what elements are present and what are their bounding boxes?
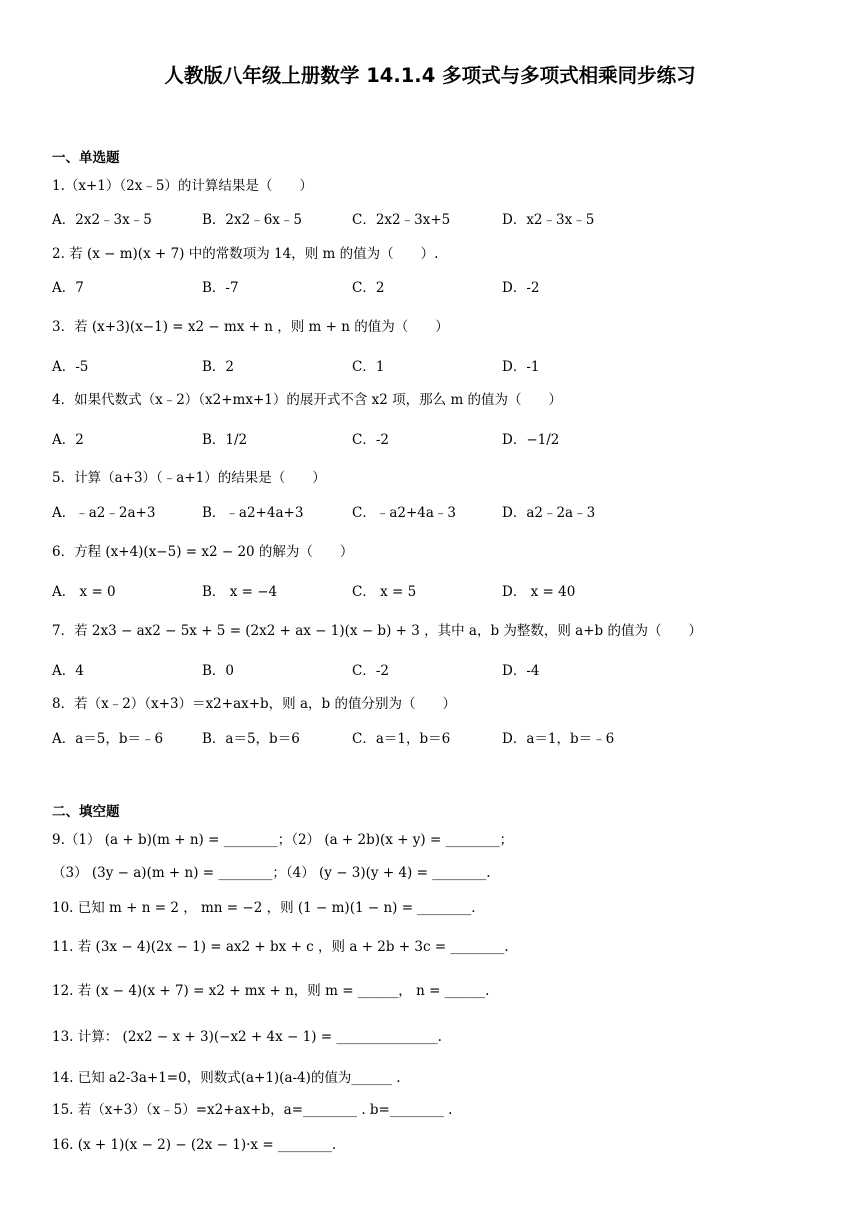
q6-option-c: C． x = 5 — [352, 584, 417, 600]
section-heading-single-choice: 一、单选题 — [52, 150, 120, 166]
q6-option-b: B． x = −4 — [202, 584, 278, 600]
q4-option-b: B．1/2 — [202, 432, 248, 448]
q1-option-b: B．2x2﹣6x﹣5 — [202, 212, 303, 228]
question-8: 8．若（x﹣2）（x+3）＝x2+ax+b，则 a，b 的值分别为（ ） — [52, 696, 456, 712]
q2-option-c: C．2 — [352, 280, 385, 296]
question-1: 1.（x+1）（2x﹣5）的计算结果是（ ） — [52, 178, 313, 194]
q8-option-c: C．a＝1，b＝6 — [352, 731, 451, 747]
q8-option-b: B．a＝5，b＝6 — [202, 731, 300, 747]
q1-option-d: D．x2﹣3x﹣5 — [502, 212, 595, 228]
q1-option-a: A．2x2﹣3x﹣5 — [52, 212, 152, 228]
q8-option-d: D．a＝1，b＝﹣6 — [502, 731, 615, 747]
q5-option-d: D．a2﹣2a﹣3 — [502, 505, 596, 521]
question-11: 11. 若 (3x − 4)(2x − 1) = ax2 + bx + c ，则 a + 2b + 3c = ________. — [52, 939, 509, 955]
question-3: 3．若 (x+3)(x−1) = x2 − mx + n ，则 m + n 的值为（ ） — [52, 319, 449, 335]
q5-option-b: B．﹣a2+4a+3 — [202, 505, 304, 521]
question-13: 13. 计算： (2x2 − x + 3)(−x2 + 4x − 1) = _______________. — [52, 1029, 442, 1045]
q2-option-a: A．7 — [52, 280, 84, 296]
q5-option-a: A．﹣a2﹣2a+3 — [52, 505, 156, 521]
question-2: 2. 若 (x − m)(x + 7) 中的常数项为 14，则 m 的值为（ ）. — [52, 246, 439, 262]
q2-option-d: D．-2 — [502, 280, 540, 296]
q3-option-b: B．2 — [202, 359, 235, 375]
q4-option-a: A．2 — [52, 432, 84, 448]
q6-option-d: D． x = 40 — [502, 584, 576, 600]
q3-option-c: C．1 — [352, 359, 385, 375]
question-14: 14. 已知 a2-3a+1=0，则数式(a+1)(a-4)的值为______ . — [52, 1070, 401, 1086]
question-9-part-1-2: 9.（1） (a + b)(m + n) = ________；（2） (a + 2b)(x + y) = ________； — [52, 832, 514, 848]
section-heading-fill-blank: 二、填空题 — [52, 804, 120, 820]
q4-option-d: D．−1/2 — [502, 432, 560, 448]
q7-option-d: D．-4 — [502, 663, 540, 679]
q7-option-a: A．4 — [52, 663, 84, 679]
q4-option-c: C．-2 — [352, 432, 389, 448]
q3-option-d: D．-1 — [502, 359, 540, 375]
q1-option-c: C．2x2﹣3x+5 — [352, 212, 451, 228]
q3-option-a: A．-5 — [52, 359, 89, 375]
q5-option-c: C．﹣a2+4a﹣3 — [352, 505, 457, 521]
q6-option-a: A． x = 0 — [52, 584, 116, 600]
question-5: 5．计算（a+3）（﹣a+1）的结果是（ ） — [52, 470, 326, 486]
q7-option-b: B．0 — [202, 663, 235, 679]
question-10: 10. 已知 m + n = 2 ， mn = −2 ，则 (1 − m)(1 − n) = ________. — [52, 900, 476, 916]
question-7: 7．若 2x3 − ax2 − 5x + 5 = (2x2 + ax − 1)(x − b) + 3 ，其中 a，b 为整数，则 a+b 的值为（ ） — [52, 623, 702, 639]
q7-option-c: C．-2 — [352, 663, 389, 679]
q2-option-b: B．-7 — [202, 280, 239, 296]
question-9-part-3-4: （3） (3y − a)(m + n) = ________；（4） (y − 3)(y + 4) = ________. — [52, 865, 491, 881]
q8-option-a: A．a＝5，b＝﹣6 — [52, 731, 164, 747]
question-6: 6．方程 (x+4)(x−5) = x2 − 20 的解为（ ） — [52, 544, 354, 560]
question-4: 4．如果代数式（x﹣2）（x2+mx+1）的展开式不含 x2 项，那么 m 的值为（ ） — [52, 392, 563, 408]
question-16: 16. (x + 1)(x − 2) − (2x − 1)·x = ________. — [52, 1137, 337, 1153]
page-title: 人教版八年级上册数学 14.1.4 多项式与多项式相乘同步练习 — [164, 64, 696, 87]
question-15: 15. 若（x+3）（x﹣5）=x2+ax+b，a=________ . b=________ . — [52, 1102, 453, 1118]
question-12: 12. 若 (x − 4)(x + 7) = x2 + mx + n，则 m = ______， n = ______. — [52, 983, 490, 999]
